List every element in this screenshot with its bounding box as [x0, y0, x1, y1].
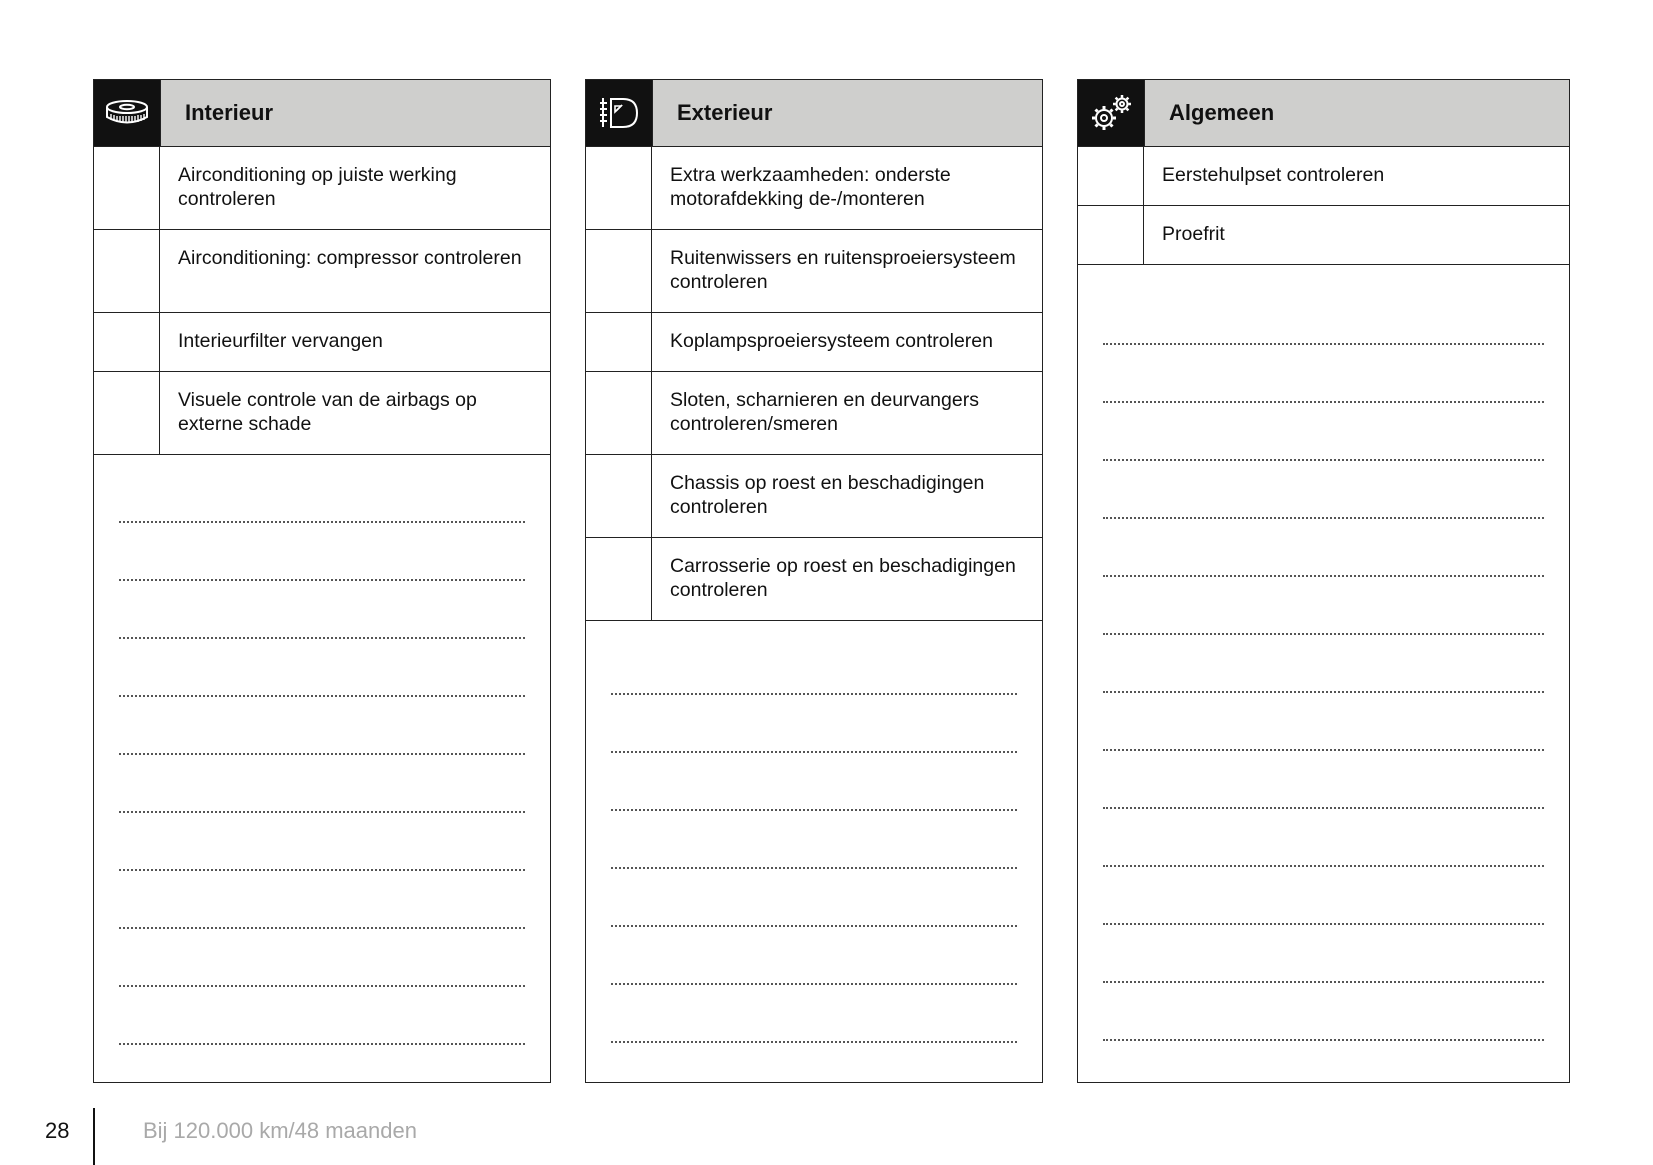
task-row [94, 147, 550, 230]
footer-divider [93, 1108, 95, 1165]
note-line[interactable] [1103, 345, 1544, 403]
task-label: Airconditioning op juiste werking controleren [178, 164, 457, 210]
task-row [94, 230, 550, 313]
note-line[interactable] [1103, 751, 1544, 809]
task-checkbox[interactable] [94, 372, 160, 454]
task-checkbox[interactable] [94, 313, 160, 371]
task-row [586, 455, 1042, 538]
task-row [586, 538, 1042, 621]
task-label: Koplampsproeiersysteem controleren [670, 330, 993, 352]
task-label: Chassis op roest en beschadigingen controleren [670, 472, 985, 518]
note-line[interactable] [1103, 577, 1544, 635]
note-line[interactable] [611, 753, 1017, 811]
note-line[interactable] [611, 927, 1017, 985]
exterieur-header [586, 80, 1042, 147]
note-line[interactable] [119, 755, 525, 813]
task-label: Ruitenwissers en ruitensproeiersysteem controleren [670, 247, 1016, 293]
task-checkbox[interactable] [586, 372, 652, 454]
note-line[interactable] [119, 987, 525, 1045]
section-title: Exterieur [652, 80, 1042, 146]
task-checkbox[interactable] [1078, 206, 1144, 264]
note-line[interactable] [119, 697, 525, 755]
notes-area[interactable] [94, 455, 550, 1045]
section-title: Interieur [160, 80, 550, 146]
exterieur-panel [585, 79, 1043, 1083]
note-line[interactable] [119, 523, 525, 581]
interieur-header [94, 80, 550, 147]
task-checkbox[interactable] [1078, 147, 1144, 205]
page-number: 28 [45, 1118, 70, 1143]
notes-area[interactable] [586, 621, 1042, 1043]
task-row [94, 313, 550, 372]
task-label: Sloten, scharnieren en deurvangers controleren/smeren [670, 389, 979, 435]
task-checkbox[interactable] [586, 313, 652, 371]
task-label: Eerstehulpset controleren [1162, 164, 1385, 186]
note-line[interactable] [119, 813, 525, 871]
task-row [1078, 147, 1569, 206]
note-line[interactable] [1103, 461, 1544, 519]
task-checkbox[interactable] [94, 147, 160, 229]
note-line[interactable] [119, 871, 525, 929]
note-line[interactable] [1103, 925, 1544, 983]
task-row [586, 313, 1042, 372]
note-line[interactable] [611, 637, 1017, 695]
notes-area[interactable] [1078, 265, 1569, 1041]
note-line[interactable] [1103, 867, 1544, 925]
task-row [94, 372, 550, 455]
note-line[interactable] [1103, 635, 1544, 693]
note-line[interactable] [1103, 983, 1544, 1041]
task-checkbox[interactable] [586, 455, 652, 537]
note-line[interactable] [119, 581, 525, 639]
note-line[interactable] [1103, 287, 1544, 345]
task-label: Extra werkzaamheden: onderste motorafdekking de-/monteren [670, 164, 951, 210]
footer-caption: Bij 120.000 km/48 maanden [143, 1118, 417, 1143]
task-checkbox[interactable] [586, 538, 652, 620]
gears-icon [1078, 80, 1144, 146]
task-label: Visuele controle van de airbags op externe schade [178, 389, 477, 435]
algemeen-panel [1077, 79, 1570, 1083]
task-checkbox[interactable] [586, 230, 652, 312]
note-line[interactable] [611, 985, 1017, 1043]
note-line[interactable] [1103, 809, 1544, 867]
interieur-panel [93, 79, 551, 1083]
section-title: Algemeen [1144, 80, 1569, 146]
note-line[interactable] [119, 639, 525, 697]
note-line[interactable] [1103, 693, 1544, 751]
task-row [586, 372, 1042, 455]
note-line[interactable] [1103, 403, 1544, 461]
task-row [586, 230, 1042, 313]
task-label: Proefrit [1162, 223, 1225, 245]
air-filter-icon [94, 80, 160, 146]
task-label: Interieurfilter vervangen [178, 330, 383, 352]
note-line[interactable] [611, 811, 1017, 869]
task-label: Carrosserie op roest en beschadigingen controleren [670, 555, 1016, 601]
note-line[interactable] [611, 695, 1017, 753]
note-line[interactable] [119, 465, 525, 523]
task-row [1078, 206, 1569, 265]
note-line[interactable] [119, 929, 525, 987]
note-line[interactable] [1103, 519, 1544, 577]
task-checkbox[interactable] [586, 147, 652, 229]
task-row [586, 147, 1042, 230]
task-label: Airconditioning: compressor controleren [178, 247, 522, 269]
headlight-icon [586, 80, 652, 146]
algemeen-header [1078, 80, 1569, 147]
note-line[interactable] [611, 869, 1017, 927]
task-checkbox[interactable] [94, 230, 160, 312]
